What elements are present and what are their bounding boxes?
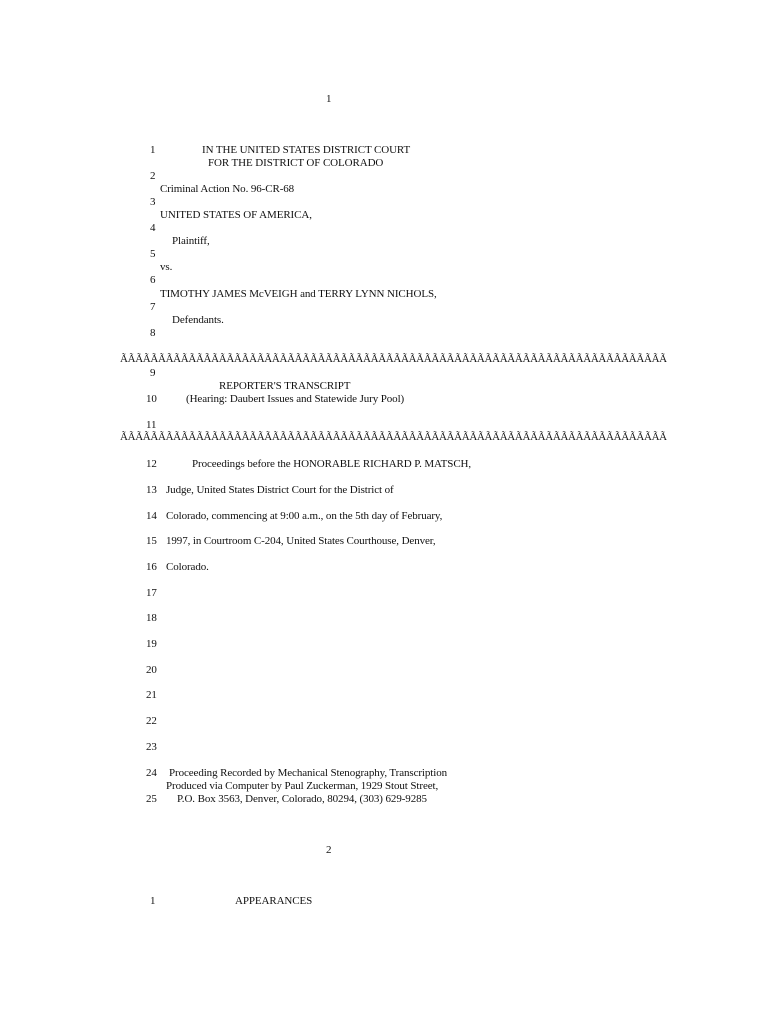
line-number: 14: [146, 510, 157, 522]
reporter-footer-line: Proceeding Recorded by Mechanical Stenography, Transcription: [169, 767, 447, 779]
line-number: 7: [150, 301, 156, 313]
separator-line: ÃÃÃÃÃÃÃÃÃÃÃÃÃÃÃÃÃÃÃÃÃÃÃÃÃÃÃÃÃÃÃÃÃÃÃÃÃÃÃÃÃÃÃÃÃÃÃÃÃÃÃÃÃÃÃÃÃÃÃÃÃÃÃÃÃÃÃÃÃÃÃÃ: [120, 431, 667, 443]
line-number: 9: [150, 367, 156, 379]
reporter-footer-line: P.O. Box 3563, Denver, Colorado, 80294, (303) 629-9285: [177, 793, 427, 805]
court-name-line2: FOR THE DISTRICT OF COLORADO: [208, 157, 384, 169]
proceedings-line: Proceedings before the HONORABLE RICHARD P. MATSCH,: [192, 458, 472, 470]
line-number: 20: [146, 664, 157, 676]
line-number: 15: [146, 535, 157, 547]
proceedings-line: 1997, in Courtroom C-204, United States Courthouse, Denver,: [166, 535, 436, 547]
line-number: 24: [146, 767, 157, 779]
line-number: 23: [146, 741, 157, 753]
line-number: 18: [146, 612, 157, 624]
court-name-line1: IN THE UNITED STATES DISTRICT COURT: [202, 144, 411, 156]
line-number: 1: [150, 144, 156, 156]
line-number: 6: [150, 274, 156, 286]
proceedings-line: Colorado.: [166, 561, 209, 573]
transcript-subtitle: (Hearing: Daubert Issues and Statewide Jury Pool): [186, 393, 405, 405]
plaintiff-name: UNITED STATES OF AMERICA,: [160, 209, 312, 221]
plaintiff-label: Plaintiff,: [172, 235, 210, 247]
line-number: 22: [146, 715, 157, 727]
line-number: 10: [146, 393, 157, 405]
line-number: 4: [150, 222, 156, 234]
appearances-heading: APPEARANCES: [235, 895, 313, 907]
line-number: 17: [146, 587, 157, 599]
line-number: 11: [146, 419, 157, 431]
line-number: 19: [146, 638, 157, 650]
transcript-title: REPORTER'S TRANSCRIPT: [219, 380, 351, 392]
line-number: 25: [146, 793, 157, 805]
line-number: 13: [146, 484, 157, 496]
line-number: 21: [146, 689, 157, 701]
page-number: 2: [326, 844, 332, 856]
criminal-action-number: Criminal Action No. 96-CR-68: [160, 183, 295, 195]
line-number: 12: [146, 458, 157, 470]
proceedings-line: Judge, United States District Court for the District of: [166, 484, 394, 496]
proceedings-line: Colorado, commencing at 9:00 a.m., on the 5th day of February,: [166, 510, 443, 522]
line-number: 8: [150, 327, 156, 339]
line-number: 5: [150, 248, 156, 260]
line-number: 3: [150, 196, 156, 208]
line-number: 16: [146, 561, 157, 573]
separator-line: ÃÃÃÃÃÃÃÃÃÃÃÃÃÃÃÃÃÃÃÃÃÃÃÃÃÃÃÃÃÃÃÃÃÃÃÃÃÃÃÃÃÃÃÃÃÃÃÃÃÃÃÃÃÃÃÃÃÃÃÃÃÃÃÃÃÃÃÃÃÃÃÃ: [120, 353, 667, 365]
page-number: 1: [326, 93, 332, 105]
defendant-label: Defendants.: [172, 314, 224, 326]
defendant-names: TIMOTHY JAMES McVEIGH and TERRY LYNN NICHOLS,: [160, 288, 437, 300]
versus-label: vs.: [160, 261, 173, 273]
reporter-footer-line: Produced via Computer by Paul Zuckerman, 1929 Stout Street,: [166, 780, 439, 792]
line-number: 1: [150, 895, 156, 907]
line-number: 2: [150, 170, 156, 182]
